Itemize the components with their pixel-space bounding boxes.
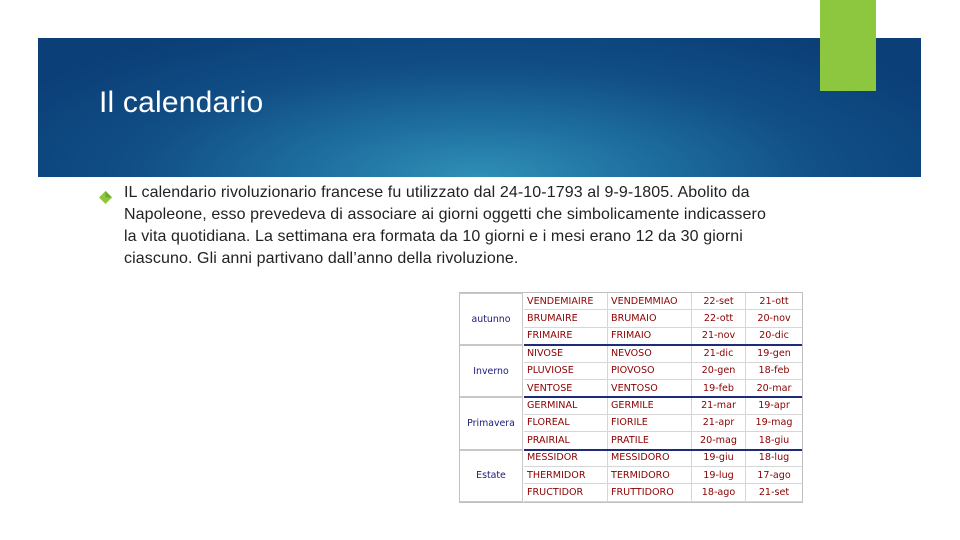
start-date-cell: 19-lug (692, 467, 746, 484)
end-date-cell: 17-ago (746, 467, 802, 484)
start-date-cell: 20-mag (692, 432, 746, 449)
start-date-cell: 19-feb (692, 380, 746, 397)
end-date-cell: 21-set (746, 484, 802, 501)
season-cell: Inverno (460, 345, 523, 397)
end-date-cell: 19-gen (746, 345, 802, 362)
french-month-cell: VENTOSE (524, 380, 608, 397)
calendar-table (459, 292, 803, 503)
table-row (524, 397, 802, 414)
italian-month-cell: FIORILE (608, 415, 692, 432)
start-date-cell: 21-apr (692, 415, 746, 432)
table-row (524, 484, 802, 501)
italian-month-cell: BRUMAIO (608, 310, 692, 327)
table-row (524, 380, 802, 397)
italian-month-cell: PRATILE (608, 432, 692, 449)
start-date-cell: 19-giu (692, 450, 746, 467)
italian-month-cell: GERMILE (608, 397, 692, 414)
table-row (524, 345, 802, 362)
french-month-cell: BRUMAIRE (524, 310, 608, 327)
french-month-cell: PLUVIOSE (524, 363, 608, 380)
slide-title: Il calendario (99, 86, 264, 119)
start-date-cell: 21-nov (692, 328, 746, 345)
french-month-cell: FRIMAIRE (524, 328, 608, 345)
italian-month-cell: FRIMAIO (608, 328, 692, 345)
season-separator (524, 344, 802, 346)
accent-bar (820, 0, 876, 91)
end-date-cell: 18-lug (746, 450, 802, 467)
end-date-cell: 19-mag (746, 415, 802, 432)
end-date-cell: 18-feb (746, 363, 802, 380)
season-cell: autunno (460, 293, 523, 345)
french-month-cell: MESSIDOR (524, 450, 608, 467)
table-row (524, 293, 802, 310)
italian-month-cell: TERMIDORO (608, 467, 692, 484)
italian-month-cell: MESSIDORO (608, 450, 692, 467)
season-cell: Primavera (460, 397, 523, 449)
season-column (460, 293, 524, 502)
french-month-cell: GERMINAL (524, 397, 608, 414)
end-date-cell: 20-nov (746, 310, 802, 327)
end-date-cell: 20-dic (746, 328, 802, 345)
start-date-cell: 21-dic (692, 345, 746, 362)
bullet-list (99, 182, 779, 270)
season-cell: Estate (460, 450, 523, 502)
end-date-cell: 18-giu (746, 432, 802, 449)
french-month-cell: THERMIDOR (524, 467, 608, 484)
start-date-cell: 18-ago (692, 484, 746, 501)
end-date-cell: 20-mar (746, 380, 802, 397)
season-separator (524, 449, 802, 451)
start-date-cell: 22-set (692, 293, 746, 310)
bullet-item (99, 182, 779, 270)
french-month-cell: NIVOSE (524, 345, 608, 362)
french-month-cell: FLOREAL (524, 415, 608, 432)
start-date-cell: 21-mar (692, 397, 746, 414)
italian-month-cell: VENTOSO (608, 380, 692, 397)
italian-month-cell: VENDEMMIAO (608, 293, 692, 310)
start-date-cell: 22-ott (692, 310, 746, 327)
table-row (524, 432, 802, 449)
italian-month-cell: FRUTTIDORO (608, 484, 692, 501)
table-row (524, 415, 802, 432)
table-row (524, 450, 802, 467)
french-month-cell: PRAIRIAL (524, 432, 608, 449)
french-month-cell: VENDEMIAIRE (524, 293, 608, 310)
italian-month-cell: NEVOSO (608, 345, 692, 362)
french-month-cell: FRUCTIDOR (524, 484, 608, 501)
table-row (524, 328, 802, 345)
table-row (524, 363, 802, 380)
bullet-text: IL calendario rivoluzionario francese fu utilizzato dal 24-10-1793 al 9-9-1805. Abolito da Napoleone, esso prevedeva di associare ai giorni oggetti che simbolicamente indicassero la vita quotidiana. La settimana era formata da 10 giorni e i mesi erano 12 da 30 giorni ciascuno. Gli anni partivano dall’anno della rivoluzione. (124, 184, 766, 267)
italian-month-cell: PIOVOSO (608, 363, 692, 380)
table-row (524, 467, 802, 484)
season-separator (524, 396, 802, 398)
start-date-cell: 20-gen (692, 363, 746, 380)
end-date-cell: 19-apr (746, 397, 802, 414)
end-date-cell: 21-ott (746, 293, 802, 310)
table-row (524, 310, 802, 327)
